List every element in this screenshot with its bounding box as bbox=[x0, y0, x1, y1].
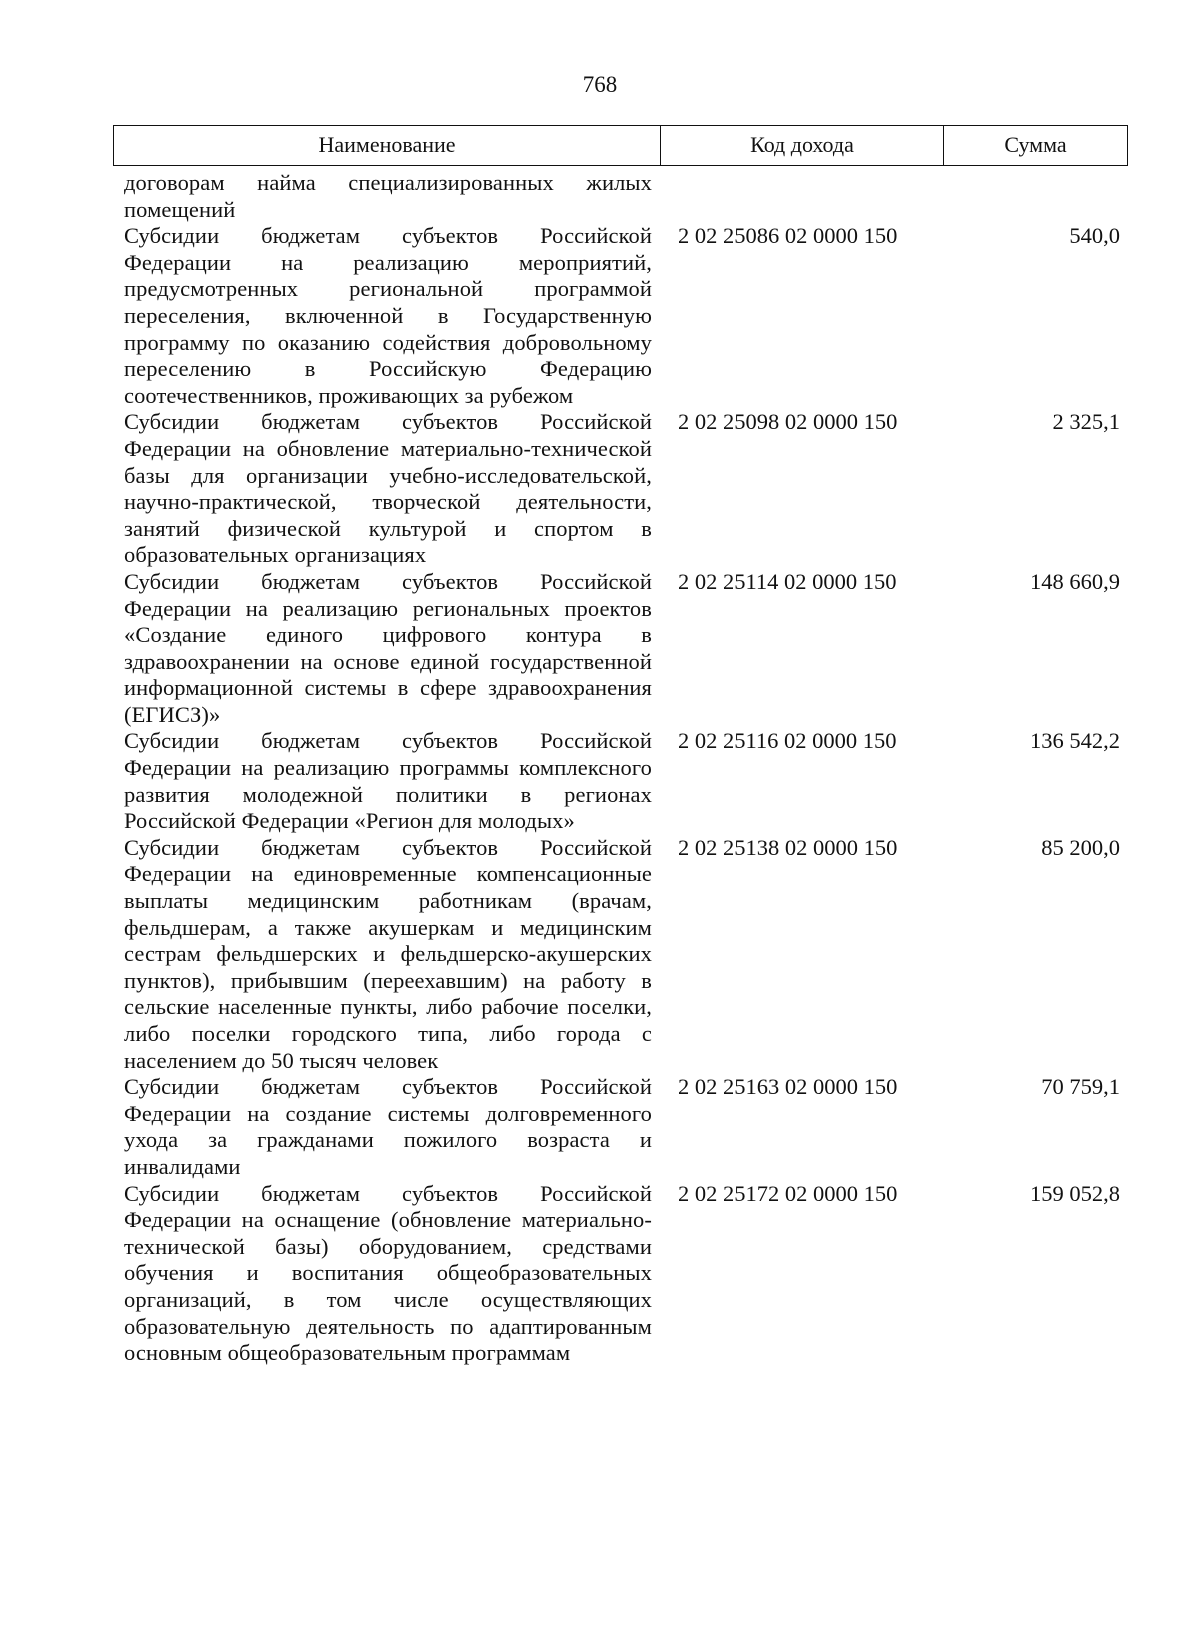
row-sum: 70 759,1 bbox=[1041, 1074, 1120, 1100]
row-name: Субсидии бюджетам субъектов Российской Федерации на создание системы долговременного ухода за гражданами пожилого возраста и инвалидами bbox=[124, 1074, 652, 1179]
row-sum: 148 660,9 bbox=[1030, 568, 1120, 594]
table-body bbox=[124, 170, 1124, 1367]
row-sum: 2 325,1 bbox=[1052, 409, 1120, 435]
row-sum: 159 052,8 bbox=[1030, 1180, 1120, 1206]
table-row bbox=[124, 1181, 1124, 1367]
row-code: 2 02 25172 02 0000 150 bbox=[678, 1180, 898, 1206]
row-name: договорам найма специализированных жилых помещений bbox=[124, 170, 652, 222]
table-row bbox=[124, 223, 1124, 409]
row-code: 2 02 25138 02 0000 150 bbox=[678, 834, 898, 860]
row-name: Субсидии бюджетам субъектов Российской Федерации на единовременные компенсационные выплаты медицинским работникам (врачам, фельдшерам, а также акушеркам и медицинским сестрам фельдшерских и фельдшерско-акушерских пунктов), прибывшим (переехавшим) на работу в сельские населенные пункты, либо рабочие поселки, либо поселки городского типа, либо города с населением до 50 тысяч человек bbox=[124, 834, 652, 1073]
row-name: Субсидии бюджетам субъектов Российской Федерации на обновление материально-технической базы для организации учебно-исследовательской, научно-практической, творческой деятельности, занятий физической культурой и спортом в образовательных организациях bbox=[124, 409, 652, 568]
row-name: Субсидии бюджетам субъектов Российской Федерации на реализацию мероприятий, предусмотренных региональной программой переселения, включенной в Государственную программу по оказанию содействия добровольному переселению в Российскую Федерацию соотечественников, проживающих за рубежом bbox=[124, 223, 652, 408]
row-sum: 540,0 bbox=[1069, 223, 1120, 249]
row-code: 2 02 25116 02 0000 150 bbox=[678, 728, 897, 754]
table-row bbox=[124, 1074, 1124, 1180]
table-row bbox=[124, 170, 1124, 223]
row-name: Субсидии бюджетам субъектов Российской Федерации на реализацию региональных проектов «Создание единого цифрового контура в здравоохранении на основе единой государственной информационной системы в сфере здравоохранения (ЕГИСЗ)» bbox=[124, 568, 652, 727]
page-number: 768 bbox=[582, 72, 618, 97]
row-name: Субсидии бюджетам субъектов Российской Федерации на оснащение (обновление материально-технической базы) оборудованием, средствами обучения и воспитания общеобразовательных организаций, в том числе осуществляющих образовательную деятельность по адаптированным основным общеобразовательным программам bbox=[124, 1180, 652, 1366]
table-row bbox=[124, 728, 1124, 834]
row-code: 2 02 25098 02 0000 150 bbox=[678, 409, 898, 435]
row-code: 2 02 25086 02 0000 150 bbox=[678, 223, 898, 249]
row-code: 2 02 25114 02 0000 150 bbox=[678, 568, 897, 594]
header-code: Код дохода bbox=[661, 126, 944, 165]
row-sum: 85 200,0 bbox=[1041, 834, 1120, 860]
table-row bbox=[124, 569, 1124, 729]
row-code: 2 02 25163 02 0000 150 bbox=[678, 1074, 898, 1100]
row-sum: 136 542,2 bbox=[1030, 728, 1120, 754]
header-sum: Сумма bbox=[1004, 132, 1067, 157]
table-row bbox=[124, 409, 1124, 569]
table-header bbox=[113, 125, 1128, 166]
row-name: Субсидии бюджетам субъектов Российской Федерации на реализацию программы комплексного развития молодежной политики в регионах Российской Федерации «Регион для молодых» bbox=[124, 728, 652, 834]
table-row bbox=[124, 835, 1124, 1074]
header-name: Наименование bbox=[114, 126, 661, 165]
